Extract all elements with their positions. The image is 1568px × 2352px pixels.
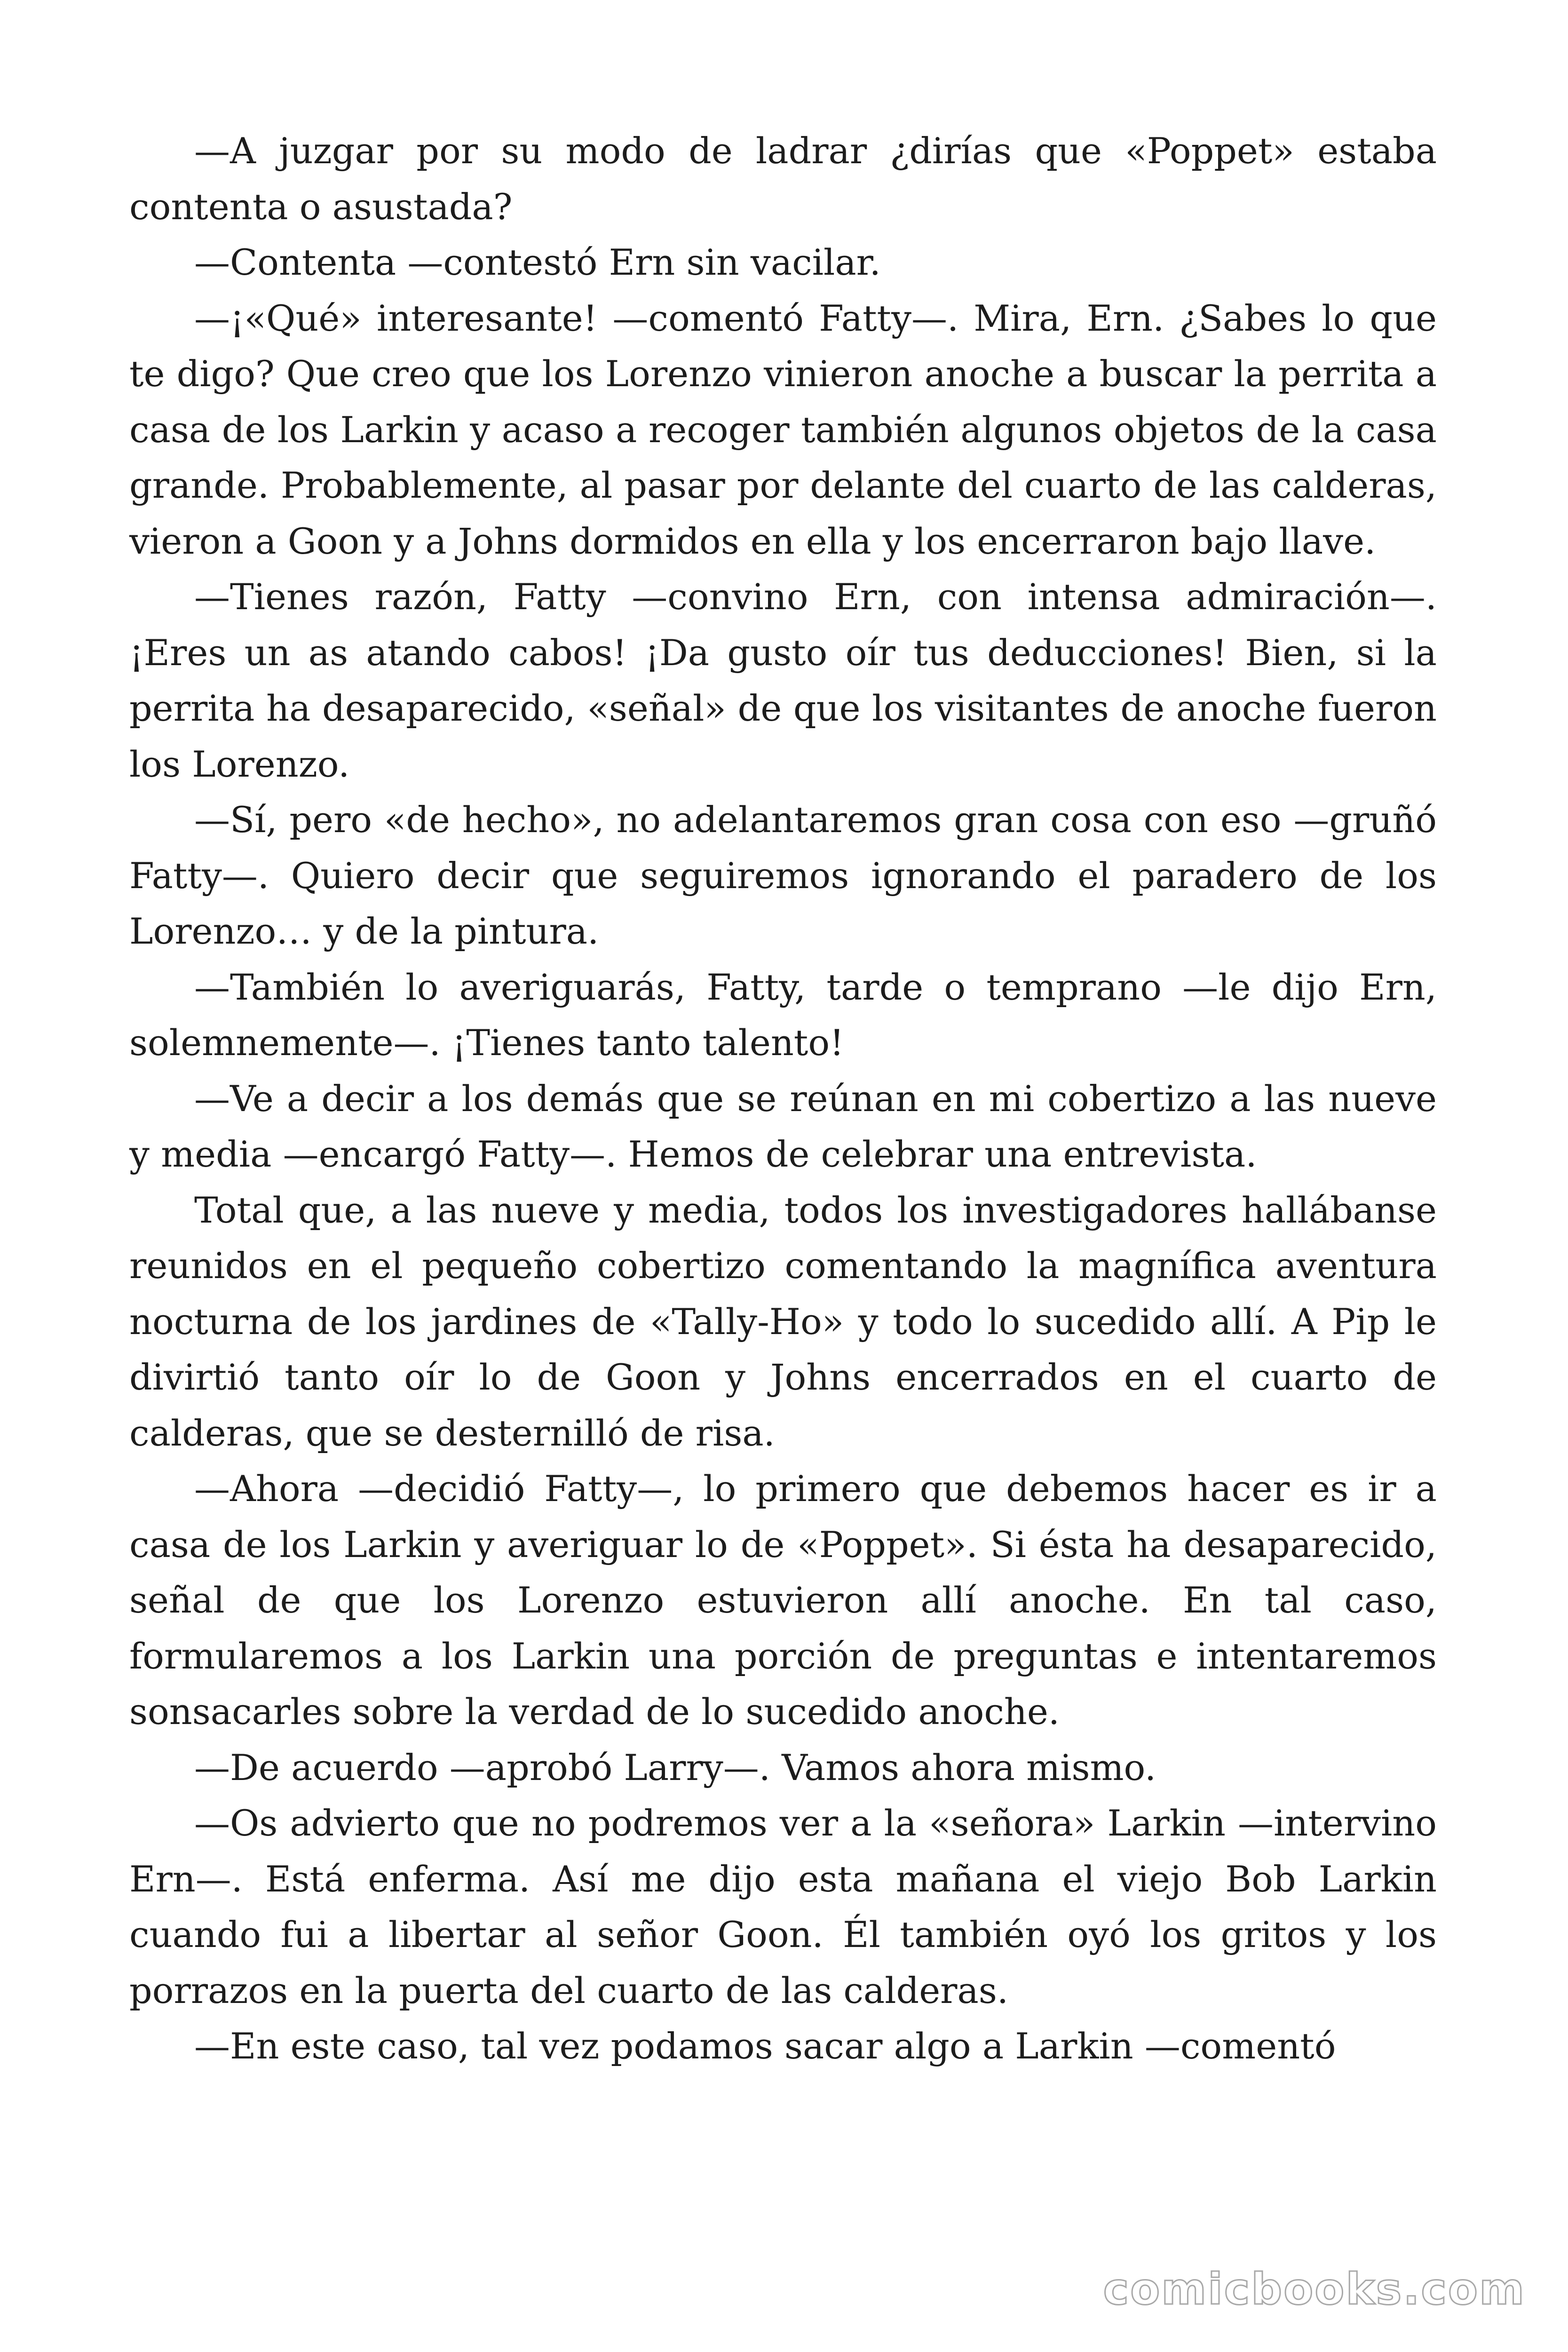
paragraph: —Ve a decir a los demás que se reúnan en mi cobertizo a las nueve y media —encargó Fatty—. Hemos de celebrar una entrevista. (129, 1077, 1437, 1175)
paragraph: —Ahora —decidió Fatty—, lo primero que debemos hacer es ir a casa de los Larkin y averiguar lo de «Poppet». Si ésta ha desaparecido, señal de que los Lorenzo estuvieron allí anoche. En tal caso, formularemos a los Larkin una porción de preguntas e intentaremos sonsacarles sobre la verdad de lo sucedido anoche. (129, 1468, 1437, 1732)
watermark: comicbooks.com (1103, 2264, 1526, 2314)
paragraph: —¡«Qué» interesante! —comentó Fatty—. Mira, Ern. ¿Sabes lo que te digo? Que creo que los Lorenzo vinieron anoche a buscar la perrita a casa de los Larkin y acaso a recoger también algunos objetos de la casa grande. Probablemente, al pasar por delante del cuarto de las calderas, vieron a Goon y a Johns dormidos en ella y los encerraron bajo llave. (129, 297, 1437, 562)
paragraph: —En este caso, tal vez podamos sacar algo a Larkin —comentó (194, 2025, 1336, 2067)
paragraph: —Sí, pero «de hecho», no adelantaremos gran cosa con eso —gruñó Fatty—. Quiero decir que seguiremos ignorando el paradero de los Lorenzo… y de la pintura. (129, 799, 1437, 952)
book-page-text (129, 123, 1437, 2074)
paragraph: —De acuerdo —aprobó Larry—. Vamos ahora mismo. (194, 1746, 1156, 1788)
paragraph: —Tienes razón, Fatty —convino Ern, con intensa admiración—. ¡Eres un as atando cabos! ¡Da gusto oír tus deducciones! Bien, si la perrita ha desaparecido, «señal» de que los visitantes de anoche fueron los Lorenzo. (129, 576, 1437, 785)
paragraph: —A juzgar por su modo de ladrar ¿dirías que «Poppet» estaba contenta o asustada? (129, 130, 1437, 228)
paragraph: —Contenta —contestó Ern sin vacilar. (194, 241, 881, 283)
paragraph: Total que, a las nueve y media, todos los investigadores hallábanse reunidos en el pequeño cobertizo comentando la magnífica aventura nocturna de los jardines de «Tally-Ho» y todo lo sucedido allí. A Pip le divirtió tanto oír lo de Goon y Johns encerrados en el cuarto de calderas, que se desternilló de risa. (129, 1189, 1437, 1454)
paragraph: —Os advierto que no podremos ver a la «señora» Larkin —intervino Ern—. Está enferma. Así me dijo esta mañana el viejo Bob Larkin cuando fui a libertar al señor Goon. Él también oyó los gritos y los porrazos en la puerta del cuarto de las calderas. (129, 1802, 1437, 2011)
paragraph: —También lo averiguarás, Fatty, tarde o temprano —le dijo Ern, solemnemente—. ¡Tienes tanto talento! (129, 966, 1437, 1064)
